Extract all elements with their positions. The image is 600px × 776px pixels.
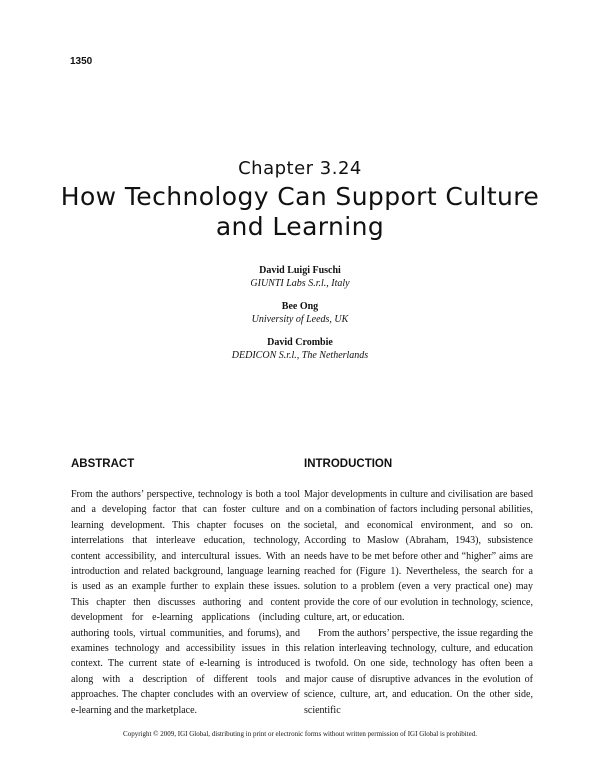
author-block (0, 336, 600, 362)
abstract-paragraph: From the authors’ perspective, technology is both a tool and a developing factor that can foster culture and learning development. This chapter focuses on the interrelations that interleave education, technology, content accessibility, and intercultural issues. With an introduction and related background, language learning is used as an example further to explain these issues. This chapter then discusses authoring and content development for e-learning applications (including authoring tools, virtual communities, and forums), and examines technology and accessibility issues in this context. The current state of e-learning is introduced along with a description of different tools and approaches. The chapter concludes with an overview of e-learning and the marketplace. (71, 489, 300, 716)
author-affiliation: DEDICON S.r.l., The Netherlands (231, 350, 369, 361)
author-affiliation: GIUNTI Labs S.r.l., Italy (250, 278, 350, 289)
copyright-notice: Copyright © 2009, IGI Global, distributing in print or electronic forms without written permission of IGI Global is prohibited. (123, 730, 477, 738)
page-number: 1350 (70, 56, 93, 67)
author-name: Bee Ong (281, 301, 319, 312)
introduction-heading: INTRODUCTION (304, 458, 393, 470)
author-name: David Crombie (267, 337, 333, 348)
introduction-column (304, 487, 533, 718)
abstract-heading: ABSTRACT (71, 458, 135, 470)
abstract-column (71, 487, 300, 718)
author-block (0, 300, 600, 326)
author-list (0, 264, 600, 372)
chapter-label: Chapter 3.24 (238, 158, 362, 179)
author-affiliation: University of Leeds, UK (251, 314, 349, 325)
chapter-title: How Technology Can Support Culture and Learning (60, 182, 540, 241)
introduction-paragraph: From the authors’ perspective, the issue regarding the relation interleaving technology, culture, and education is twofold. On one side, technology has often been a major cause of disruptive advances in the evolution of science, culture, art, and education. On the other side, scientific (304, 627, 533, 716)
introduction-paragraph: Major developments in culture and civilisation are based on a combination of factors including personal abilities, societal, and economical environment, and so on. According to Maslow (Abraham, 1943), subsistence needs have to be met before other and “higher” aims are reached for (Figure 1). Nevertheless, the search for a solution to a problem (even a very practical one) may provide the core of our evolution in technology, science, culture, art, or education. (304, 489, 533, 624)
author-name: David Luigi Fuschi (259, 265, 341, 276)
author-block (0, 264, 600, 290)
